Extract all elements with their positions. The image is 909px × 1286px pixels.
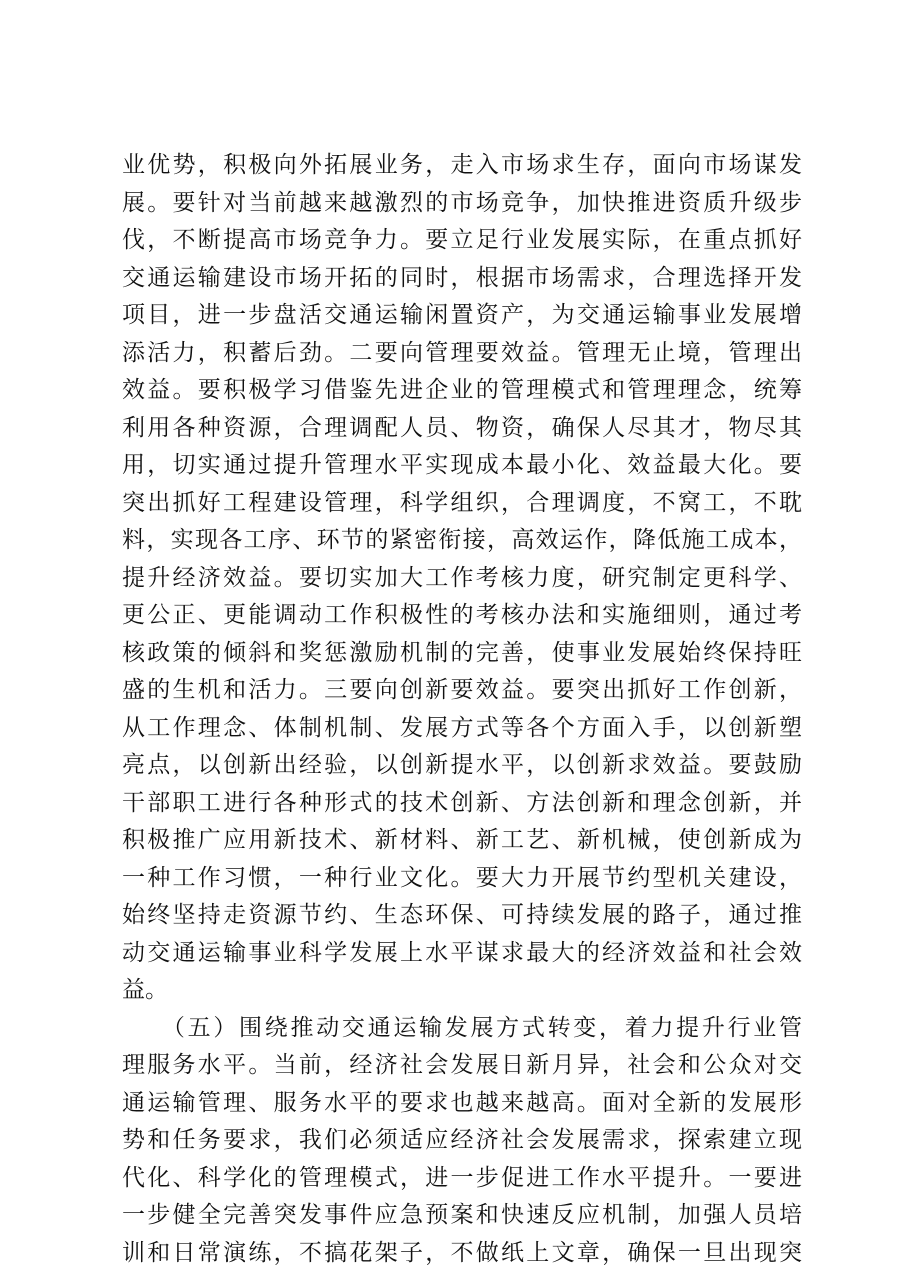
text-line: 势和任务要求，我们必须适应经济社会发展需求，探索建立现 — [122, 1127, 802, 1153]
text-line: 盛的生机和活力。三要向创新要效益。要突出抓好工作创新， — [122, 677, 802, 703]
text-line: 料，实现各工序、环节的紧密衔接，高效运作，降低施工成本， — [122, 527, 802, 553]
paragraph-end-line: 益。 — [122, 977, 168, 1003]
body-text — [122, 147, 802, 1272]
text-line: 突出抓好工程建设管理，科学组织，合理调度，不窝工，不耽 — [122, 489, 802, 516]
text-line: 利用各种资源，合理调配人员、物资，确保人尽其才，物尽其 — [122, 414, 802, 441]
text-line: 一步健全完善突发事件应急预案和快速反应机制，加强人员培 — [122, 1202, 802, 1228]
text-line: 积极推广应用新技术、新材料、新工艺、新机械，使创新成为 — [122, 827, 802, 853]
text-line: 用，切实通过提升管理水平实现成本最小化、效益最大化。要 — [122, 452, 802, 478]
text-line: 核政策的倾斜和奖惩激励机制的完善，使事业发展始终保持旺 — [122, 639, 802, 666]
text-line: 代化、科学化的管理模式，进一步促进工作水平提升。一要进 — [122, 1164, 802, 1191]
text-line: 一种工作习惯，一种行业文化。要大力开展节约型机关建设， — [122, 864, 802, 891]
text-line: 干部职工进行各种形式的技术创新、方法创新和理念创新，并 — [122, 789, 802, 816]
text-line: 伐，不断提高市场竞争力。要立足行业发展实际，在重点抓好 — [122, 227, 802, 253]
text-line: 效益。要积极学习借鉴先进企业的管理模式和管理理念，统筹 — [122, 377, 802, 403]
text-line: 业优势，积极向外拓展业务，走入市场求生存，面向市场谋发 — [122, 152, 802, 178]
text-line: 始终坚持走资源节约、生态环保、可持续发展的路子，通过推 — [122, 902, 802, 928]
text-line: 从工作理念、体制机制、发展方式等各个方面入手，以创新塑 — [122, 714, 802, 741]
section-heading-line: （五）围绕推动交通运输发展方式转变，着力提升行业管 — [122, 1014, 802, 1041]
text-line: 训和日常演练，不搞花架子，不做纸上文章，确保一旦出现突 — [122, 1239, 802, 1266]
text-line: 展。要针对当前越来越激烈的市场竞争，加快推进资质升级步 — [122, 189, 802, 216]
text-line: 通运输管理、服务水平的要求也越来越高。面对全新的发展形 — [122, 1089, 802, 1116]
text-line: 理服务水平。当前，经济社会发展日新月异，社会和公众对交 — [122, 1052, 802, 1078]
text-line: 亮点，以创新出经验，以创新提水平，以创新求效益。要鼓励 — [122, 752, 802, 778]
text-line: 动交通运输事业科学发展上水平谋求最大的经济效益和社会效 — [122, 939, 802, 966]
text-line: 添活力，积蓄后劲。二要向管理要效益。管理无止境，管理出 — [122, 339, 802, 366]
text-line: 项目，进一步盘活交通运输闲置资产，为交通运输事业发展增 — [122, 302, 802, 328]
text-line: 交通运输建设市场开拓的同时，根据市场需求，合理选择开发 — [122, 264, 802, 291]
text-line: 更公正、更能调动工作积极性的考核办法和实施细则，通过考 — [122, 602, 802, 628]
text-line: 提升经济效益。要切实加大工作考核力度，研究制定更科学、 — [122, 564, 802, 591]
